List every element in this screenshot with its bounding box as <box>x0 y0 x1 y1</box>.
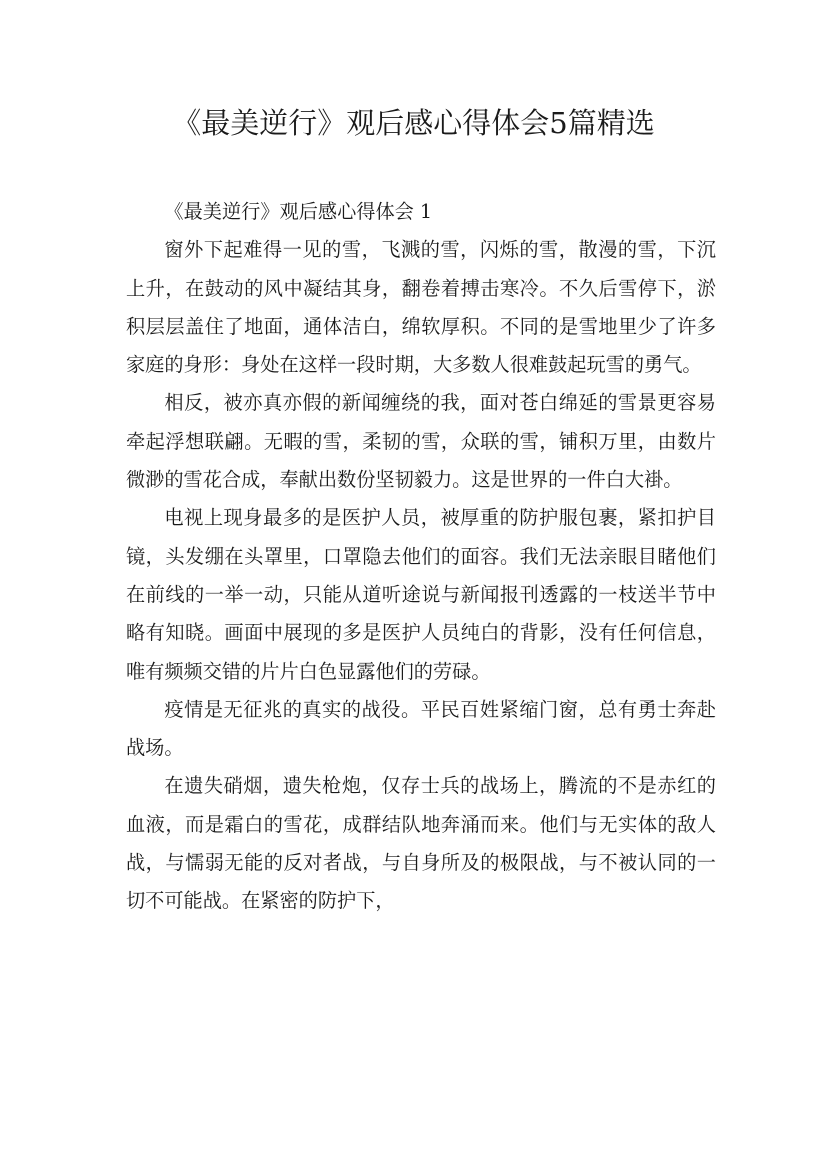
paragraph-3: 电视上现身最多的是医护人员，被厚重的防护服包裹，紧扣护目镜，头发绷在头罩里，口罩隐去他们的面容。我们无法亲眼目睹他们在前线的一举一动，只能从道听途说与新闻报刊透露的一枝送半节中略有知晓。画面中展现的多是医护人员纯白的背影，没有任何信息，唯有频频交错的片片白色显露他们的劳碌。 <box>126 506 716 683</box>
document-title: 《最美逆行》观后感心得体会5篇精选 <box>172 106 655 140</box>
paragraph-2: 相反，被亦真亦假的新闻缠绕的我，面对苍白绵延的雪景更容易牵起浮想联翩。无暇的雪，柔韧的雪，众联的雪，铺积万里，由数片微渺的雪花合成，奉献出数份坚韧毅力。这是世界的一件白大褂。 <box>126 391 716 492</box>
paragraph-1: 窗外下起难得一见的雪，飞溅的雪，闪烁的雪，散漫的雪，下沉上升，在鼓动的风中凝结其身，翻卷着搏击寒冷。不久后雪停下，淤积层层盖住了地面，通体洁白，绵软厚积。不同的是雪地里少了许多家庭的身形：身处在这样一段时期，大多数人很难鼓起玩雪的勇气。 <box>126 238 716 377</box>
paragraph-4: 疫情是无征兆的真实的战役。平民百姓紧缩门窗，总有勇士奔赴战场。 <box>126 697 716 760</box>
document-body <box>126 193 716 921</box>
paragraph-5: 在遗失硝烟，遗失枪炮，仅存士兵的战场上，腾流的不是赤红的血液，而是霜白的雪花，成群结队地奔涌而来。他们与无实体的敌人战，与懦弱无能的反对者战，与自身所及的极限战，与不被认同的一切不可能战。在紧密的防护下， <box>126 774 716 913</box>
section-heading: 《最美逆行》观后感心得体会 1 <box>164 200 433 223</box>
